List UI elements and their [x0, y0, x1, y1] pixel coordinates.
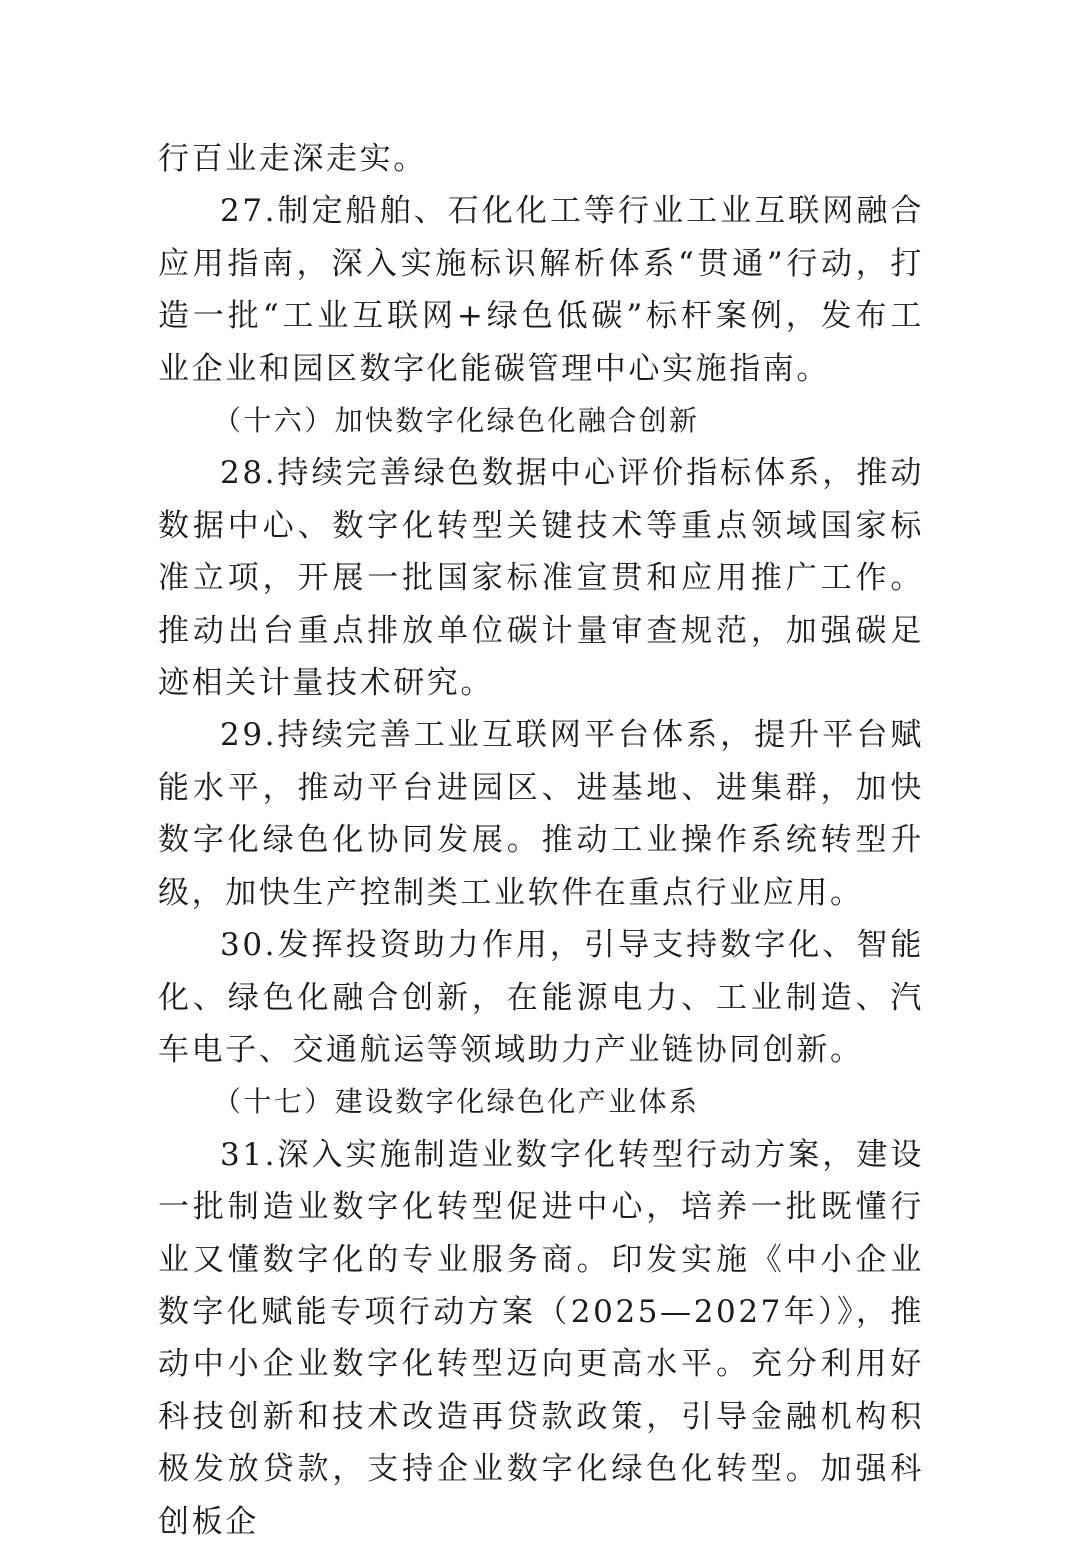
paragraph-continuation: 行百业走深走实。 — [158, 141, 427, 177]
section-heading-16: （十六）加快数字化绿色化融合创新 — [213, 404, 700, 438]
document-body — [158, 133, 924, 1548]
paragraph-item-28: 28.持续完善绿色数据中心评价指标体系，推动数据中心、数字化转型关键技术等重点领域国家标准立项，开展一批国家标准宣贯和应用推广工作。推动出台重点排放单位碳计量审查规范，加强碳足迹相关计量技术研究。 — [158, 455, 924, 702]
section-heading-17: （十七）建设数字化绿色化产业体系 — [213, 1085, 700, 1119]
paragraph-item-27: 27.制定船舶、石化化工等行业工业互联网融合应用指南，深入实施标识解析体系“贯通”行动，打造一批“工业互联网+绿色低碳”标杆案例，发布工业企业和园区数字化能碳管理中心实施指南。 — [158, 193, 924, 387]
paragraph-item-31: 31.深入实施制造业数字化转型行动方案，建设一批制造业数字化转型促进中心，培养一批既懂行业又懂数字化的专业服务商。印发实施《中小企业数字化赋能专项行动方案（2025—2027年）》，推动中小企业数字化转型迈向更高水平。充分利用好科技创新和技术改造再贷款政策，引导金融机构积极发放贷款，支持企业数字化绿色化转型。加强科创板企 — [158, 1136, 924, 1540]
paragraph-item-29: 29.持续完善工业互联网平台体系，提升平台赋能水平，推动平台进园区、进基地、进集群，加快数字化绿色化协同发展。推动工业操作系统转型升级，加快生产控制类工业软件在重点行业应用。 — [158, 717, 924, 911]
paragraph-item-30: 30.发挥投资助力作用，引导支持数字化、智能化、绿色化融合创新，在能源电力、工业制造、汽车电子、交通航运等领域助力产业链协同创新。 — [158, 927, 924, 1068]
